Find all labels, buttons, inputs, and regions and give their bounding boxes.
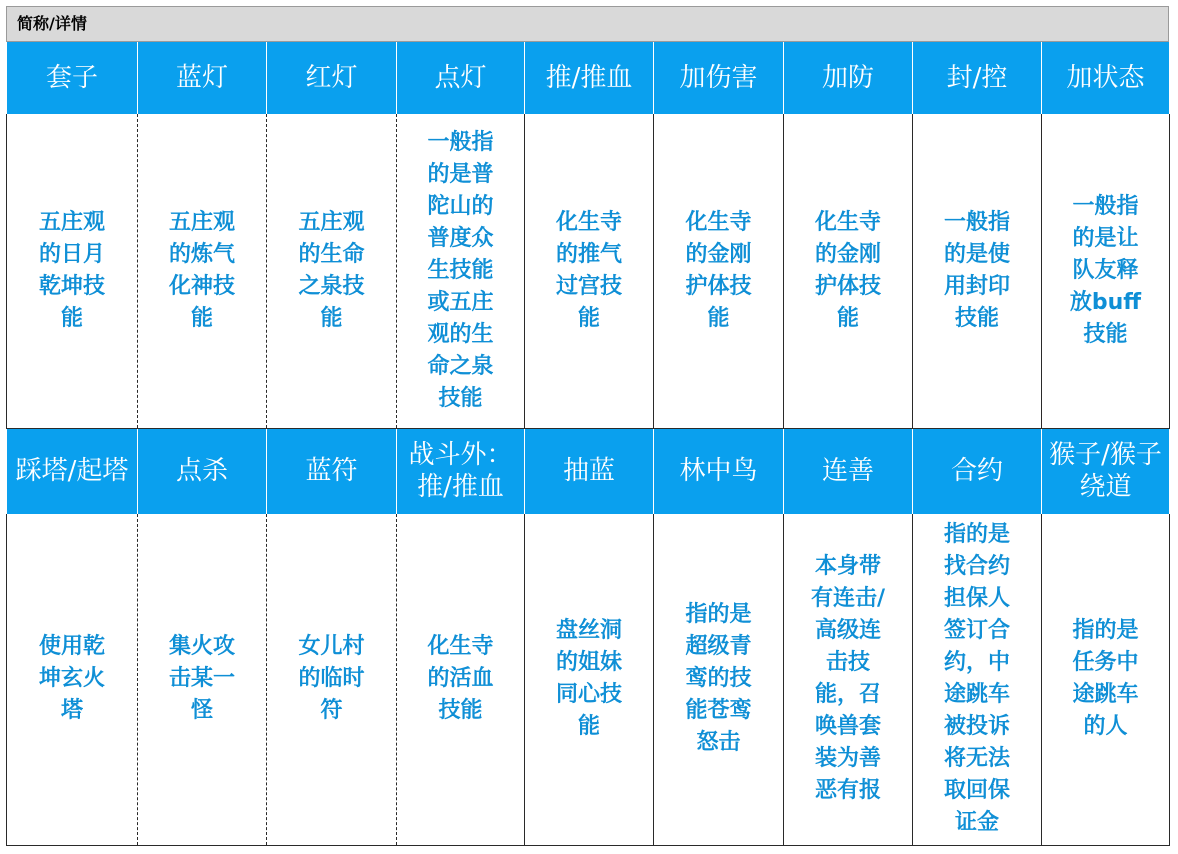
detail-text: 五庄观的炼气化神技能 <box>168 209 235 331</box>
detail-cell <box>267 114 397 428</box>
detail-cell <box>397 114 525 428</box>
term-cell: 蓝灯 <box>138 42 267 114</box>
detail-text: 女儿村的临时符 <box>298 634 365 724</box>
detail-text: 本身带有连击/高级连击技能，召唤兽套装为善恶有报 <box>810 554 886 804</box>
detail-cell <box>913 114 1042 428</box>
detail-text: 指的是找合约担保人签订合约，中途跳车被投诉将无法取回保证金 <box>943 522 1010 836</box>
term-cell: 踩塔/起塔 <box>7 428 138 514</box>
detail-text: 五庄观的生命之泉技能 <box>298 209 365 331</box>
term-cell: 加状态 <box>1042 42 1170 114</box>
detail-cell <box>784 514 913 845</box>
glossary-table-container <box>6 6 1169 846</box>
detail-text: 化生寺的活血技能 <box>427 634 494 724</box>
term-cell: 抽蓝 <box>525 428 654 514</box>
term-cell: 林中鸟 <box>654 428 784 514</box>
detail-cell <box>138 114 267 428</box>
term-cell: 红灯 <box>267 42 397 114</box>
term-cell: 战斗外：推/推血 <box>397 428 525 514</box>
detail-text: 盘丝洞的姐妹同心技能 <box>555 618 622 740</box>
detail-cell <box>1042 114 1170 428</box>
detail-text: 化生寺的金刚护体技能 <box>814 209 881 331</box>
term-cell: 加防 <box>784 42 913 114</box>
detail-cell <box>267 514 397 845</box>
term-cell: 套子 <box>7 42 138 114</box>
detail-cell <box>1042 514 1170 845</box>
term-cell: 猴子/猴子绕道 <box>1042 428 1170 514</box>
detail-text: 一般指的是让队友释放buff技能 <box>1069 193 1142 347</box>
detail-text: 使用乾坤玄火塔 <box>38 634 105 724</box>
term-row-1 <box>7 42 1170 114</box>
detail-cell <box>654 114 784 428</box>
detail-cell <box>7 114 138 428</box>
detail-text: 指的是任务中途跳车的人 <box>1072 618 1139 740</box>
detail-text: 一般指的是使用封印技能 <box>943 209 1010 331</box>
detail-cell <box>654 514 784 845</box>
term-cell: 合约 <box>913 428 1042 514</box>
detail-cell <box>525 514 654 845</box>
detail-text: 五庄观的日月乾坤技能 <box>38 209 105 331</box>
detail-row-1 <box>7 114 1170 428</box>
detail-cell <box>784 114 913 428</box>
table-title: 简称/详情 <box>6 6 1169 42</box>
detail-cell <box>397 514 525 845</box>
detail-cell <box>7 514 138 845</box>
detail-text: 指的是超级青鸾的技能苍鸾怒击 <box>685 602 752 756</box>
detail-cell <box>913 514 1042 845</box>
term-cell: 蓝符 <box>267 428 397 514</box>
detail-cell <box>525 114 654 428</box>
detail-text: 化生寺的推气过宫技能 <box>555 209 622 331</box>
detail-text: 集火攻击某一怪 <box>168 634 235 724</box>
detail-cell <box>138 514 267 845</box>
term-cell: 封/控 <box>913 42 1042 114</box>
detail-text: 一般指的是普陀山的普度众生技能或五庄观的生命之泉技能 <box>427 129 494 411</box>
detail-row-2 <box>7 514 1170 845</box>
term-cell: 加伤害 <box>654 42 784 114</box>
term-cell: 推/推血 <box>525 42 654 114</box>
term-cell: 点杀 <box>138 428 267 514</box>
term-cell: 点灯 <box>397 42 525 114</box>
term-cell: 连善 <box>784 428 913 514</box>
term-row-2 <box>7 428 1170 514</box>
glossary-table <box>6 42 1170 846</box>
detail-text: 化生寺的金刚护体技能 <box>685 209 752 331</box>
